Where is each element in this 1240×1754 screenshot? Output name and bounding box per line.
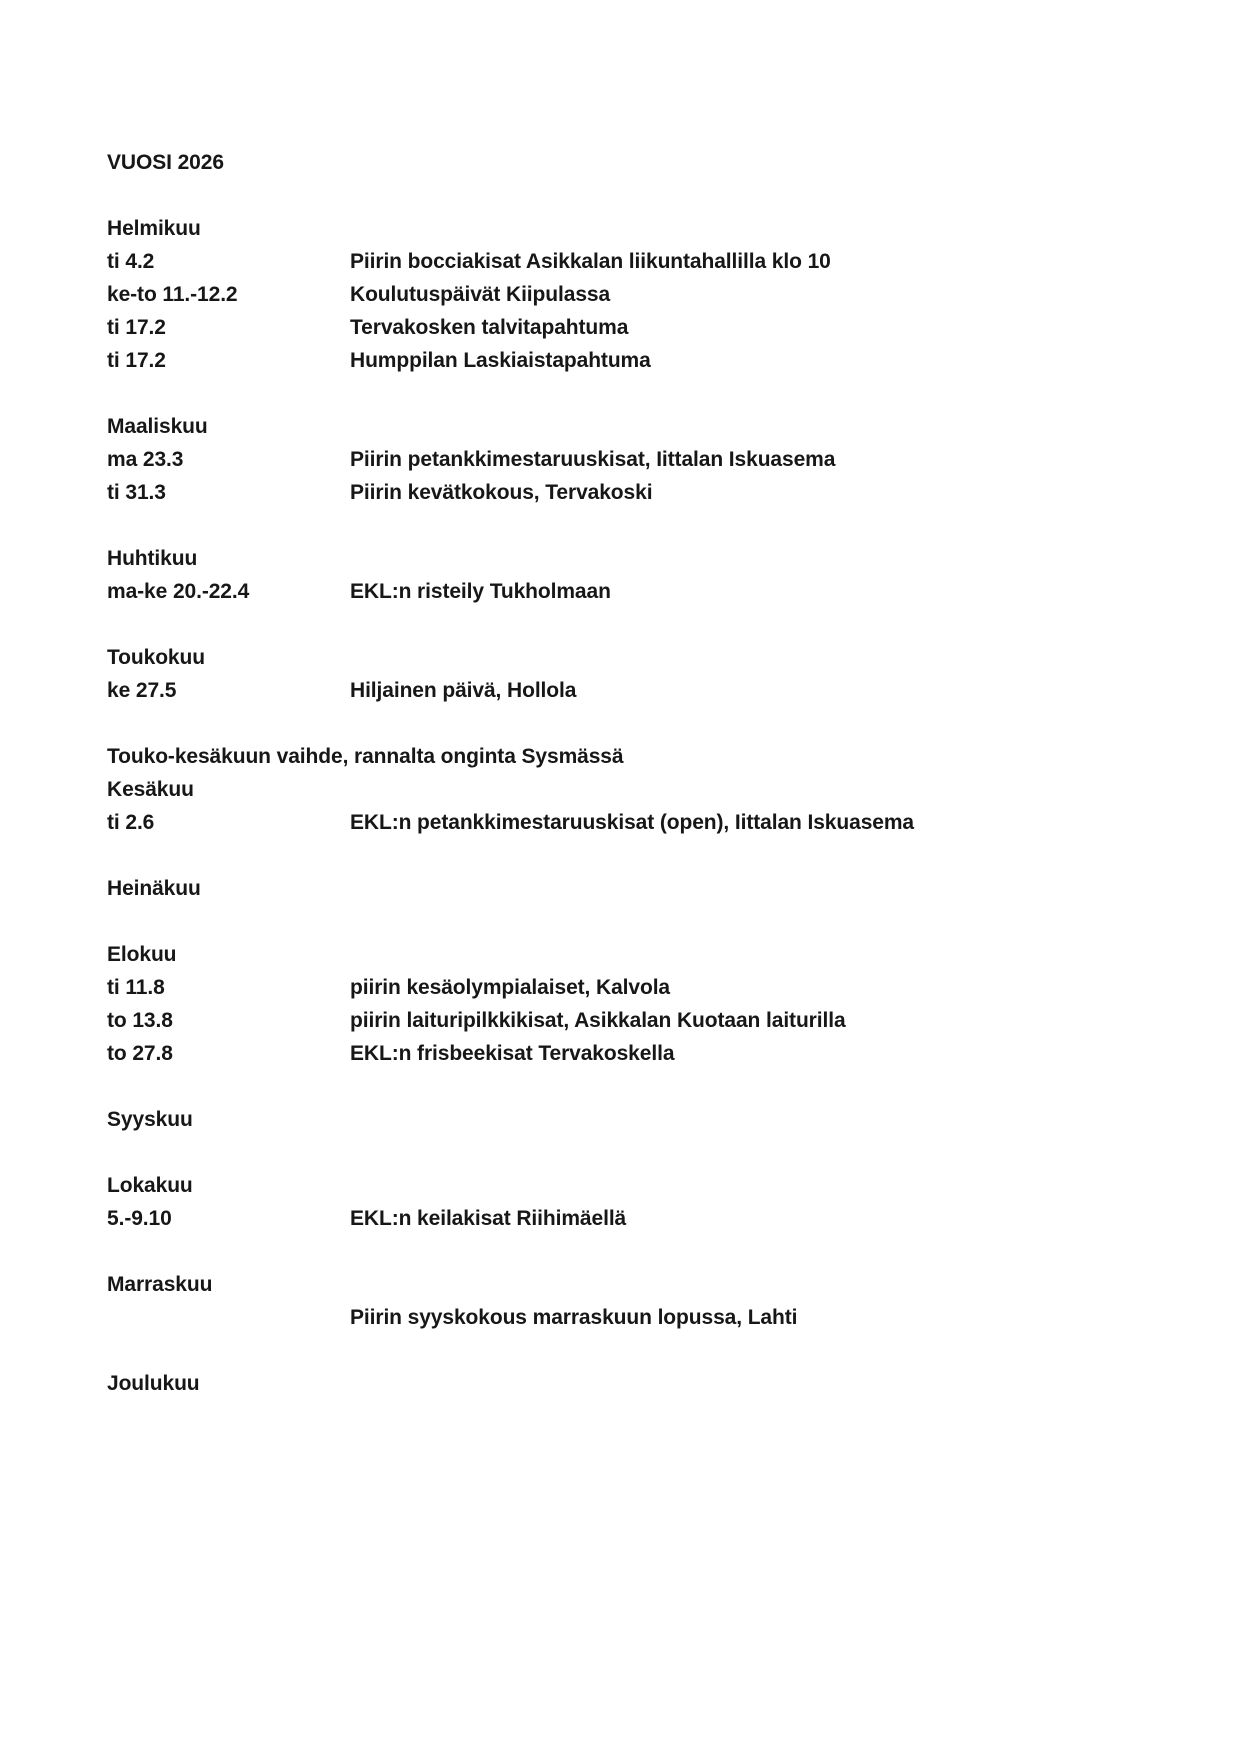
page-title: VUOSI 2026 bbox=[107, 151, 224, 174]
month-heading: Toukokuu bbox=[107, 646, 205, 669]
month-section bbox=[107, 872, 1170, 905]
event-date: to 13.8 bbox=[107, 1009, 173, 1032]
event-description: Piirin kevätkokous, Tervakoski bbox=[350, 481, 653, 504]
event-date: ma 23.3 bbox=[107, 448, 184, 471]
document-content bbox=[107, 146, 1170, 1433]
event-row bbox=[107, 1202, 1170, 1235]
event-row bbox=[107, 476, 1170, 509]
event-date: ke 27.5 bbox=[107, 679, 177, 702]
event-description: Tervakosken talvitapahtuma bbox=[350, 316, 629, 339]
month-heading: Heinäkuu bbox=[107, 877, 201, 900]
month-heading: Syyskuu bbox=[107, 1108, 193, 1131]
month-section bbox=[107, 1103, 1170, 1136]
event-description: EKL:n frisbeekisat Tervakoskella bbox=[350, 1042, 675, 1065]
event-description: piirin kesäolympialaiset, Kalvola bbox=[350, 976, 671, 999]
month-section bbox=[107, 641, 1170, 707]
month-heading: Maaliskuu bbox=[107, 415, 208, 438]
event-description: Piirin bocciakisat Asikkalan liikuntahallilla klo 10 bbox=[350, 250, 831, 273]
event-date: ma-ke 20.-22.4 bbox=[107, 580, 250, 603]
event-row bbox=[107, 1037, 1170, 1070]
month-heading: Kesäkuu bbox=[107, 778, 194, 801]
month-section bbox=[107, 938, 1170, 1070]
event-row bbox=[107, 1301, 1170, 1334]
event-date: ti 2.6 bbox=[107, 811, 155, 834]
event-date: 5.-9.10 bbox=[107, 1207, 172, 1230]
event-description: EKL:n risteily Tukholmaan bbox=[350, 580, 611, 603]
event-row bbox=[107, 278, 1170, 311]
event-row bbox=[107, 344, 1170, 377]
event-description: Piirin syyskokous marraskuun lopussa, Lahti bbox=[350, 1306, 798, 1329]
event-description: Humppilan Laskiaistapahtuma bbox=[350, 349, 651, 372]
event-row bbox=[107, 674, 1170, 707]
event-description: Koulutuspäivät Kiipulassa bbox=[350, 283, 611, 306]
event-row bbox=[107, 443, 1170, 476]
month-section bbox=[107, 542, 1170, 608]
event-date: ti 17.2 bbox=[107, 349, 166, 372]
event-row bbox=[107, 575, 1170, 608]
month-section bbox=[107, 773, 1170, 839]
month-heading: Joulukuu bbox=[107, 1372, 200, 1395]
month-heading: Marraskuu bbox=[107, 1273, 213, 1296]
month-heading: Huhtikuu bbox=[107, 547, 198, 570]
event-description: piirin laituripilkkikisat, Asikkalan Kuotaan laiturilla bbox=[350, 1009, 846, 1032]
event-date: ti 11.8 bbox=[107, 976, 165, 999]
event-row bbox=[107, 1004, 1170, 1037]
event-row bbox=[107, 245, 1170, 278]
event-description: Piirin petankkimestaruuskisat, Iittalan Iskuasema bbox=[350, 448, 836, 471]
event-description: Hiljainen päivä, Hollola bbox=[350, 679, 577, 702]
calendar-sections bbox=[107, 212, 1170, 1400]
event-row bbox=[107, 311, 1170, 344]
event-row bbox=[107, 806, 1170, 839]
month-section bbox=[107, 410, 1170, 509]
event-row bbox=[107, 971, 1170, 1004]
event-date: ti 4.2 bbox=[107, 250, 155, 273]
month-section bbox=[107, 1169, 1170, 1235]
month-heading: Lokakuu bbox=[107, 1174, 193, 1197]
month-section bbox=[107, 1367, 1170, 1400]
event-date: to 27.8 bbox=[107, 1042, 173, 1065]
event-date: ke-to 11.-12.2 bbox=[107, 283, 238, 306]
month-heading: Helmikuu bbox=[107, 217, 201, 240]
event-date: ti 31.3 bbox=[107, 481, 166, 504]
event-date: ti 17.2 bbox=[107, 316, 166, 339]
month-heading: Elokuu bbox=[107, 943, 177, 966]
month-section bbox=[107, 212, 1170, 377]
month-section bbox=[107, 1268, 1170, 1334]
note-line: Touko-kesäkuun vaihde, rannalta onginta Sysmässä bbox=[107, 745, 624, 768]
event-description: EKL:n petankkimestaruuskisat (open), Iittalan Iskuasema bbox=[350, 811, 915, 834]
event-description: EKL:n keilakisat Riihimäellä bbox=[350, 1207, 627, 1230]
